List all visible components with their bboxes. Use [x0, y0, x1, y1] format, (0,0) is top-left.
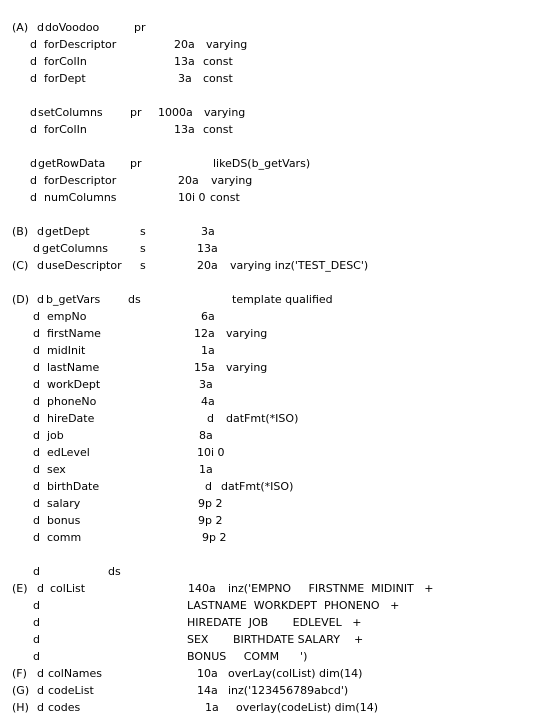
spec-letter: d — [33, 616, 40, 629]
field-length: 13a — [174, 55, 195, 68]
keywords: varying — [211, 174, 253, 187]
keywords: varying — [226, 361, 268, 374]
field-name: colList — [50, 582, 86, 595]
spec-letter: d — [30, 174, 37, 187]
spec-letter: d — [33, 412, 40, 425]
field-length: 20a — [197, 259, 218, 272]
spec-letter: d — [33, 650, 40, 663]
code-line — [0, 257, 550, 274]
field-name: firstName — [47, 327, 101, 340]
spec-letter: d — [33, 531, 40, 544]
spec-letter: d — [37, 225, 44, 238]
spec-letter: d — [33, 327, 40, 340]
spec-letter: d — [37, 21, 44, 34]
spec-letter: d — [33, 480, 40, 493]
keywords: template qualified — [232, 293, 333, 306]
field-name: useDescriptor — [45, 259, 122, 272]
section-label: (D) — [12, 293, 30, 306]
code-line — [0, 444, 550, 461]
spec-letter: d — [33, 242, 40, 255]
keywords: varying — [226, 327, 268, 340]
field-length: 15a — [194, 361, 215, 374]
field-length: 6a — [201, 310, 215, 323]
keywords: const — [210, 191, 240, 204]
field-length: 13a — [197, 242, 218, 255]
code-line — [0, 359, 550, 376]
field-name: doVoodoo — [45, 21, 100, 34]
field-name: codes — [48, 701, 81, 714]
keywords: datFmt(*ISO) — [221, 480, 294, 493]
field-length: 4a — [201, 395, 215, 408]
code-line — [0, 512, 550, 529]
spec-letter: d — [30, 123, 37, 136]
field-name: phoneNo — [47, 395, 97, 408]
code-line — [0, 223, 550, 240]
section-label: (H) — [12, 701, 29, 714]
keywords: inz('123456789abcd') — [228, 684, 349, 697]
code-line — [0, 342, 550, 359]
keywords: likeDS(b_getVars) — [213, 157, 311, 170]
field-name: edLevel — [47, 446, 90, 459]
field-length: 3a — [178, 72, 192, 85]
field-name: midInit — [47, 344, 86, 357]
spec-letter: d — [30, 106, 37, 119]
field-name: colNames — [48, 667, 103, 680]
section-label: (C) — [12, 259, 29, 272]
code-line — [0, 682, 550, 699]
keywords: overlay(codeList) dim(14) — [236, 701, 379, 714]
code-line — [0, 121, 550, 138]
spec-letter: d — [33, 378, 40, 391]
declaration-type: ds — [128, 293, 141, 306]
spec-letter: d — [37, 684, 44, 697]
spec-letter: d — [30, 38, 37, 51]
field-length: 10i 0 — [197, 446, 225, 459]
code-line — [0, 189, 550, 206]
code-line — [0, 478, 550, 495]
section-label: (A) — [12, 21, 29, 34]
keywords: BONUS COMM ') — [187, 650, 308, 663]
keywords: const — [203, 123, 233, 136]
section-label: (F) — [12, 667, 27, 680]
keywords: SEX BIRTHDATE SALARY + — [187, 633, 364, 646]
code-line — [0, 461, 550, 478]
spec-letter: d — [30, 191, 37, 204]
field-name: bonus — [47, 514, 81, 527]
field-name: empNo — [47, 310, 87, 323]
code-line — [0, 495, 550, 512]
field-name: getRowData — [38, 157, 106, 170]
declaration-type: ds — [108, 565, 121, 578]
field-length: 140a — [188, 582, 216, 595]
field-length: 13a — [174, 123, 195, 136]
keywords: varying — [204, 106, 246, 119]
spec-letter: d — [30, 55, 37, 68]
spec-letter: d — [33, 463, 40, 476]
spec-letter: d — [37, 667, 44, 680]
field-length: 10a — [197, 667, 218, 680]
field-length: 8a — [199, 429, 213, 442]
spec-letter: d — [33, 514, 40, 527]
code-line — [0, 665, 550, 682]
field-name: forDescriptor — [44, 174, 117, 187]
declaration-type: s — [140, 242, 146, 255]
field-name: comm — [47, 531, 82, 544]
spec-letter: d — [33, 344, 40, 357]
declaration-type: pr — [134, 21, 146, 34]
field-name: salary — [47, 497, 81, 510]
field-name: forColIn — [44, 123, 87, 136]
field-length: 14a — [197, 684, 218, 697]
code-line — [0, 614, 550, 631]
field-length: 12a — [194, 327, 215, 340]
keywords: inz('EMPNO FIRSTNME MIDINIT + — [228, 582, 434, 595]
code-line — [0, 529, 550, 546]
field-length: 9p 2 — [198, 497, 223, 510]
code-line — [0, 172, 550, 189]
code-line — [0, 19, 550, 36]
code-line — [0, 427, 550, 444]
field-name: forDept — [44, 72, 86, 85]
field-name: hireDate — [47, 412, 95, 425]
spec-letter: d — [33, 429, 40, 442]
field-name: getColumns — [42, 242, 108, 255]
field-name: forColIn — [44, 55, 87, 68]
spec-letter: d — [33, 633, 40, 646]
declaration-type: pr — [130, 157, 142, 170]
field-name: job — [47, 429, 64, 442]
declaration-type: s — [140, 225, 146, 238]
section-label: (E) — [12, 582, 28, 595]
field-name: b_getVars — [46, 293, 101, 306]
spec-letter: d — [33, 599, 40, 612]
code-line — [0, 376, 550, 393]
spec-letter: d — [33, 446, 40, 459]
field-name: getDept — [45, 225, 90, 238]
declaration-type: pr — [130, 106, 142, 119]
keywords: varying — [206, 38, 248, 51]
declaration-type: s — [140, 259, 146, 272]
code-line — [0, 563, 550, 580]
field-length: 20a — [174, 38, 195, 51]
field-length: d — [207, 412, 214, 425]
field-length: 1a — [205, 701, 219, 714]
code-line — [0, 580, 550, 597]
spec-letter: d — [33, 361, 40, 374]
section-label: (G) — [12, 684, 30, 697]
spec-letter: d — [30, 72, 37, 85]
spec-letter: d — [37, 259, 44, 272]
code-line — [0, 597, 550, 614]
field-name: workDept — [47, 378, 101, 391]
spec-letter: d — [33, 310, 40, 323]
section-label: (B) — [12, 225, 29, 238]
code-line — [0, 53, 550, 70]
field-name: sex — [47, 463, 66, 476]
spec-letter: d — [33, 395, 40, 408]
keywords: const — [203, 55, 233, 68]
code-line — [0, 70, 550, 87]
field-length: 1a — [199, 463, 213, 476]
field-length: 9p 2 — [198, 514, 223, 527]
keywords: overLay(colList) dim(14) — [228, 667, 363, 680]
field-length: 1000a — [158, 106, 193, 119]
field-name: lastName — [47, 361, 100, 374]
field-length: d — [205, 480, 212, 493]
keywords: datFmt(*ISO) — [226, 412, 299, 425]
code-line — [0, 308, 550, 325]
field-length: 9p 2 — [202, 531, 227, 544]
spec-letter: d — [33, 565, 40, 578]
code-line — [0, 36, 550, 53]
field-name: setColumns — [38, 106, 103, 119]
field-name: forDescriptor — [44, 38, 117, 51]
field-name: codeList — [48, 684, 94, 697]
code-line — [0, 155, 550, 172]
field-length: 3a — [201, 225, 215, 238]
code-line — [0, 410, 550, 427]
keywords: LASTNAME WORKDEPT PHONENO + — [187, 599, 400, 612]
code-line — [0, 699, 550, 716]
code-line — [0, 240, 550, 257]
spec-letter: d — [30, 157, 37, 170]
spec-letter: d — [37, 582, 44, 595]
field-length: 10i 0 — [178, 191, 206, 204]
spec-letter: d — [33, 497, 40, 510]
code-line — [0, 291, 550, 308]
keywords: HIREDATE JOB EDLEVEL + — [187, 616, 362, 629]
keywords: varying inz('TEST_DESC') — [230, 259, 369, 272]
field-length: 20a — [178, 174, 199, 187]
spec-letter: d — [37, 293, 44, 306]
field-length: 1a — [201, 344, 215, 357]
code-line — [0, 104, 550, 121]
code-line — [0, 393, 550, 410]
code-line — [0, 325, 550, 342]
spec-letter: d — [37, 701, 44, 714]
field-name: numColumns — [44, 191, 117, 204]
keywords: const — [203, 72, 233, 85]
field-name: birthDate — [47, 480, 100, 493]
code-line — [0, 631, 550, 648]
field-length: 3a — [199, 378, 213, 391]
code-line — [0, 648, 550, 665]
